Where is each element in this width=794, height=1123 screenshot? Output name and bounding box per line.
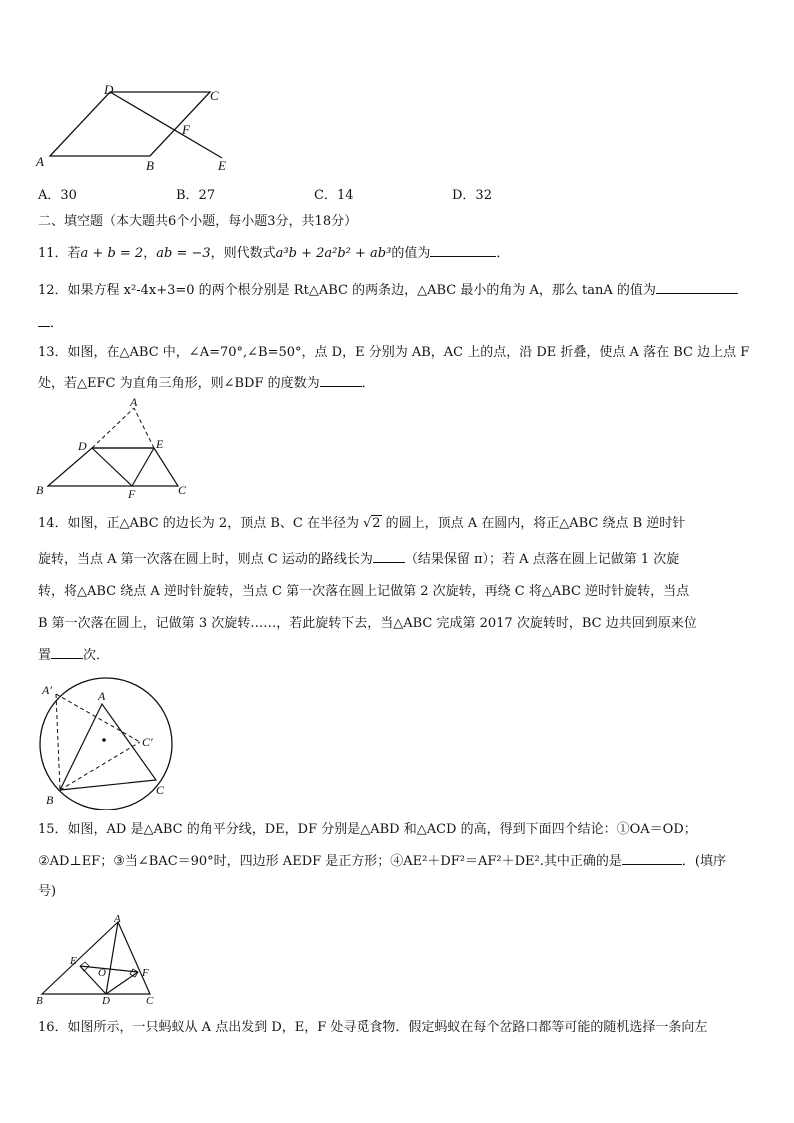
question-13-line1: 13．如图，在△ABC 中，∠A=70°,∠B=50°，点 D，E 分别为 AB，AC 上的点，沿 DE 折叠，使点 A 落在 BC 边上点 F (38, 345, 750, 360)
q14-text-5a: 置 (38, 648, 52, 663)
q12-end: ． (50, 316, 64, 331)
q14-text-5b: 次． (83, 648, 110, 663)
q10-option-d: D．32 (452, 188, 492, 203)
q10-label-e: E (218, 158, 226, 173)
q11-expression: a³b + 2a²b² + ab³ (275, 246, 392, 261)
q10-option-c: C．14 (314, 188, 354, 203)
q10-label-b: B (146, 158, 154, 173)
q14-text-2b: （结果保留 π）；若 A 点落在圆上记做第 1 次旋 (404, 552, 680, 567)
q13-label-f: F (128, 487, 136, 500)
q15-label-d: D (102, 995, 110, 1004)
q13-end: ． (361, 376, 375, 391)
triangle-bc-base (48, 448, 178, 486)
section-heading: 二、填空题（本大题共6个小题，每小题3分，共18分） (38, 214, 358, 229)
q13-label-b: B (36, 483, 44, 497)
q14-label-c-prime: C′ (142, 735, 153, 749)
line-ef (80, 966, 138, 972)
q14-answer-blank-2[interactable] (51, 658, 83, 659)
q15-label-b: B (36, 995, 43, 1004)
q10-figure (34, 82, 244, 174)
q11-tail: 的值为 (391, 246, 431, 261)
question-12-line2 (38, 314, 63, 334)
q15-label-c: C (146, 995, 154, 1004)
q14-text-1a: 14．如图，正△ABC 的边长为 2，顶点 B、C 在半径为 (38, 516, 359, 531)
q10-option-b: B．27 (176, 188, 216, 203)
q15-answer-blank[interactable] (622, 864, 682, 865)
question-14-line1 (38, 514, 685, 534)
q12-answer-blank-cont (38, 326, 50, 327)
q14-label-a-prime: A′ (42, 683, 52, 697)
q15-label-e: E (70, 955, 77, 967)
q10-label-a: A (36, 154, 44, 169)
q11-number: 11．若 (38, 246, 81, 261)
line-de (110, 92, 222, 158)
q14-text-1b: 的圆上，顶点 A 在圆内，将正△ABC 绕点 B 逆时针 (385, 516, 686, 531)
question-14-line4: B 第一次落在圆上，记做第 3 次旋转……，若此旋转下去，当△ABC 完成第 2017 次旋转时，BC 边共回到原来位 (38, 616, 697, 631)
q12-text: 12．如果方程 x²-4x+3=0 的两个根分别是 Rt△ABC 的两条边，△ABC 最小的角为 A，那么 tanA 的值为 (38, 283, 656, 298)
q10-option-a: A．30 (38, 188, 77, 203)
line-df (106, 972, 138, 994)
q15-text-2a: ②AD⊥EF；③当∠BAC＝90°时，四边形 AEDF 是正方形；④AE²＋DF²＝AF²＋DE².其中正确的是 (38, 854, 622, 869)
q14-figure (34, 674, 194, 810)
q11-condition-2: ab = −3 (156, 246, 211, 261)
center-dot (103, 739, 106, 742)
q13-answer-blank[interactable] (320, 386, 362, 387)
question-15-line2 (38, 852, 726, 872)
q10-label-f: F (182, 122, 190, 137)
q11-answer-blank[interactable] (430, 256, 496, 257)
line-df (92, 448, 132, 486)
question-15-line1: 15．如图，AD 是△ABC 的角平分线，DE，DF 分别是△ABD 和△ACD 的高，得到下面四个结论：①OA＝OD； (38, 822, 697, 837)
line-fe (132, 448, 154, 486)
q13-label-e: E (156, 437, 164, 451)
question-14-line5 (38, 646, 109, 666)
q11-sep: ， (143, 246, 157, 261)
q11-end: ． (496, 246, 510, 261)
q14-sqrt (363, 514, 382, 534)
q13-label-c: C (178, 483, 187, 497)
q10-label-c: C (210, 88, 219, 103)
dashed-da (92, 408, 134, 448)
q13-text: 处，若△EFC 为直角三角形，则∠BDF 的度数为 (38, 376, 320, 391)
dashed-a-prime-b (56, 694, 60, 790)
q15-label-o: O (98, 967, 106, 979)
q10-label-d: D (104, 82, 114, 97)
q14-label-a: A (98, 689, 106, 703)
q15-label-f: F (142, 967, 149, 979)
q14-answer-blank-1[interactable] (373, 562, 405, 563)
q14-label-c: C (156, 783, 165, 797)
q12-answer-blank[interactable] (656, 293, 738, 294)
q11-condition-1: a + b = 2 (80, 246, 144, 261)
question-16-line1: 16．如图所示，一只蚂蚁从 A 点出发到 D，E，F 处寻觅食物．假定蚂蚁在每个岔路口都等可能的随机选择一条向左 (38, 1020, 708, 1035)
q15-figure (34, 914, 164, 1004)
question-12-line1 (38, 281, 738, 301)
q13-label-d: D (78, 439, 87, 453)
q13-figure (34, 396, 194, 500)
q15-label-a: A (114, 914, 121, 925)
line-ad (106, 922, 118, 994)
q14-sqrt-value: 2 (372, 516, 381, 531)
dashed-ea (134, 408, 154, 448)
question-14-line3: 转，将△ABC 绕点 A 逆时针旋转，当点 C 第一次落在圆上记做第 2 次旋转，再绕 C 将△ABC 逆时针旋转，当点 (38, 584, 690, 599)
question-11 (38, 244, 509, 264)
question-13-line2 (38, 374, 375, 394)
question-14-line2 (38, 550, 679, 570)
q14-text-2a: 旋转，当点 A 第一次落在圆上时，则点 C 运动的路线长为 (38, 552, 373, 567)
q15-text-2b: ．(填序 (681, 854, 726, 869)
q13-label-a: A (130, 396, 138, 409)
q11-mid: ，则代数式 (210, 246, 276, 261)
sqrt-sign-icon: √ (362, 516, 372, 531)
question-15-line3: 号) (38, 884, 57, 899)
q14-label-b: B (46, 793, 54, 807)
